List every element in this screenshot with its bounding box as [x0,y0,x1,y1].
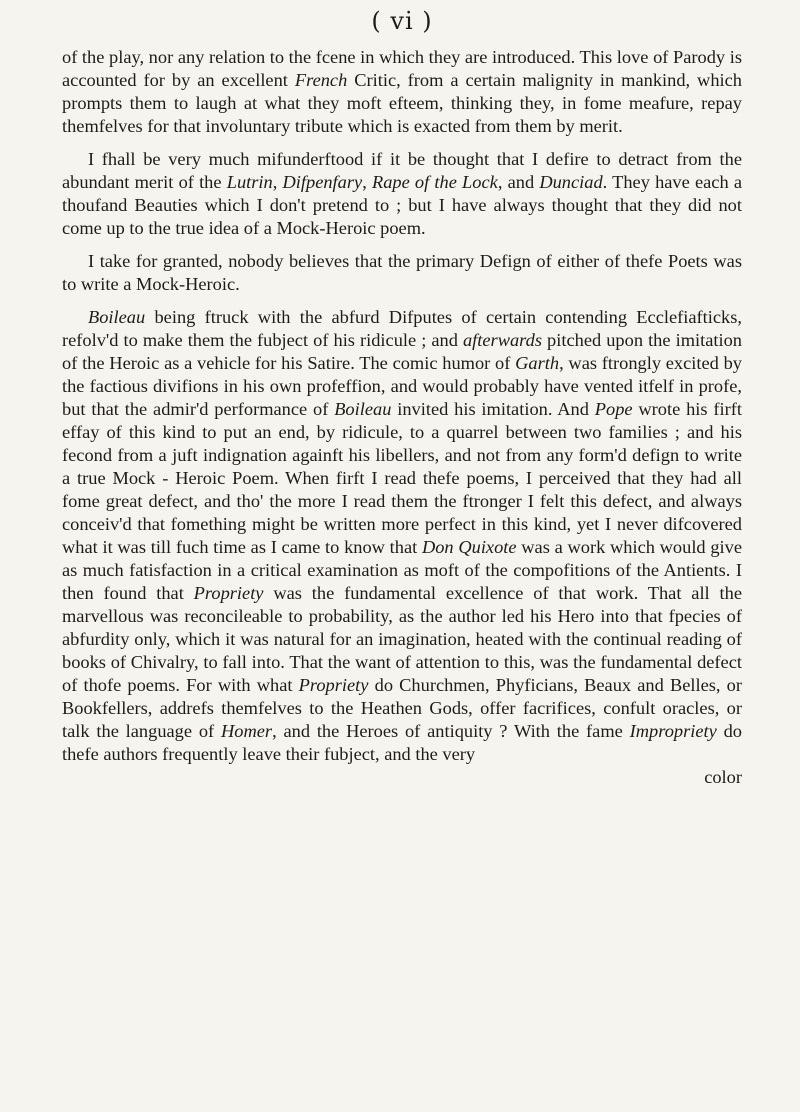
text-run: , and [497,172,540,192]
italic-run: French [294,70,348,90]
italic-run: Difpenfary [282,172,363,192]
catchword: color [704,767,742,787]
italic-run: Rape of the Lock [371,172,498,192]
text-run: of the play, nor any relation to the fcene in which they are introduced. This love of Parody is accounted for by an excellent [62,47,742,90]
italic-run: Lutrin [226,172,273,192]
paragraph [62,250,742,296]
text-run: was the fundamental excellence of that work. That all the marvellous was reconcileable to probability, as the author led his Hero into that fpecies of abfurdity only, which it was natural for an imagination, heated with the continual reading of books of Chivalry, to fall into. That the want of attention to this, was the fundamental defect of thofe poems. For with what [62,583,742,695]
body-text [62,46,742,766]
text-run: , [272,172,283,192]
italic-run: Impropriety [629,721,717,741]
italic-run: Homer [220,721,273,741]
text-run: do thefe authors frequently leave their fubject, and the very [62,721,742,764]
text-run: , and the Heroes of antiquity ? With the fame [272,721,630,741]
text-run: , was ftrongly excited by the factious divifions in his own profeffion, and would probably have vented itfelf in profe, but that the admir'd performance of [62,353,743,419]
text-run: pitched upon the imitation of the Heroic as a vehicle for his Satire. The comic humor of [62,330,742,373]
text-run: . They have each a thoufand Beauties which I don't pretend to ; but I have always thought that they did not come up to the true idea of a Mock-Heroic poem. [62,172,742,238]
paragraph [62,148,742,240]
italic-run: Boileau [88,307,146,327]
paragraph [62,306,742,766]
italic-run: Don Quixote [421,537,517,557]
text-run: , [362,172,372,192]
italic-run: Propriety [193,583,264,603]
italic-run: Boileau [334,399,392,419]
text-run: do Churchmen, Phyficians, Beaux and Belles, or Bookfellers, addrefs themfelves to the Heathen Gods, offer facrifices, confult oracles, or talk the language of [62,675,743,741]
italic-run: Propriety [298,675,369,695]
text-run: being ftruck with the abfurd Difputes of certain contending Ecclefiafticks, refolv'd to make them the fubject of his ridicule ; and [62,307,742,350]
italic-run: Dunciad [539,172,603,192]
text-run: wrote his firft effay of this kind to put an end, by ridicule, to a quarrel between two families ; and his fecond from a juft indignation againft his libellers, and not from any form'd defign to write a true Mock - Heroic Poem. When firft I read thefe poems, I perceived that they had all fome great defect, and tho' the more I read them the ftronger I felt this defect, and always conceiv'd that fomething might be written more perfect in this kind, yet I never difcovered what it was till fuch time as I came to know that [62,399,742,557]
paragraph [62,46,742,138]
italic-run: afterwards [462,330,543,350]
text-run: Critic, from a certain malignity in mankind, which prompts them to laugh at what they moft efteem, thinking they, in fome meafure, repay themfelves for that involuntary tribute which is exacted from them by merit. [62,70,742,136]
italic-run: Garth [515,353,560,373]
text-run: I take for granted, nobody believes that the primary Defign of either of thefe Poets was to write a Mock-Heroic. [62,251,742,294]
italic-run: Pope [594,399,633,419]
text-run: invited his imitation. And [391,399,595,419]
text-run: I fhall be very much mifunderftood if it be thought that I defire to detract from the abundant merit of the [62,149,742,192]
page-number: ( vi ) [371,7,433,35]
text-run: was a work which would give as much fatisfaction in a critical examination as moft of the compofitions of the Antients. I then found that [62,537,742,603]
